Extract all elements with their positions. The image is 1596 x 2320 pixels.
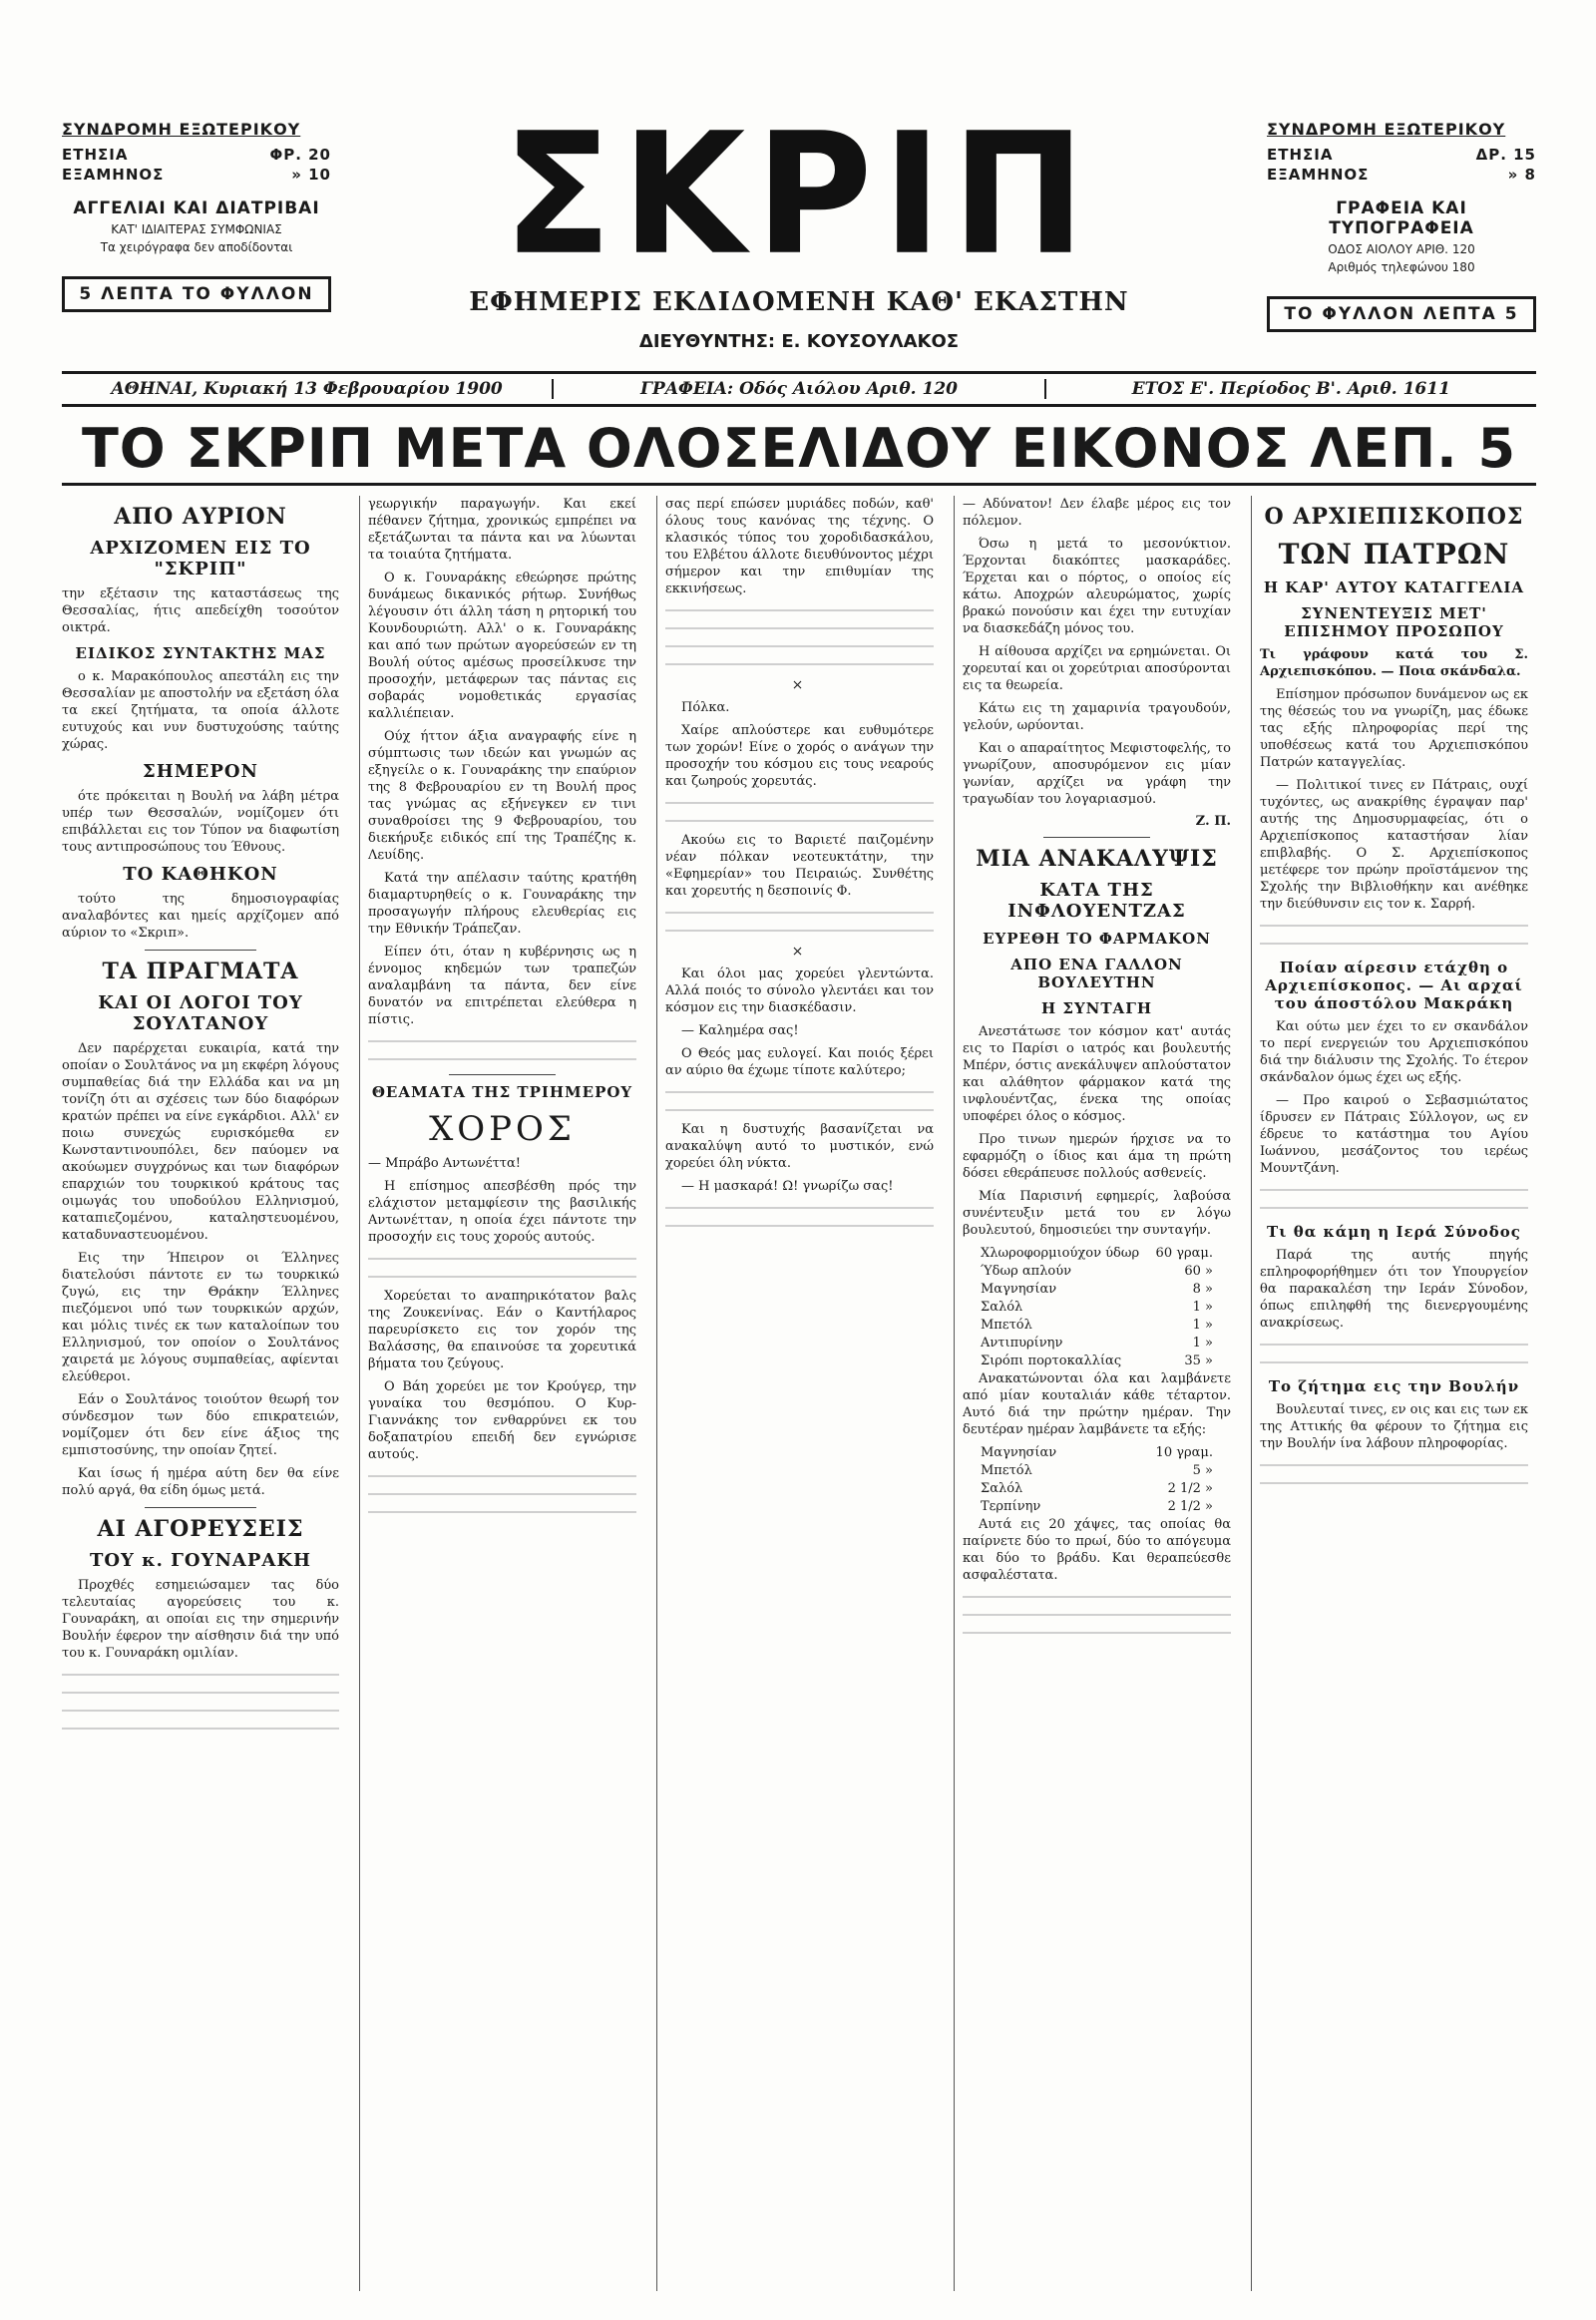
text-lines (665, 906, 934, 920)
text-lines (62, 1668, 339, 1682)
headline: ΑΙ ΑΓΟΡΕΥΣΕΙΣ (97, 1516, 304, 1542)
text-lines (368, 1052, 636, 1066)
text-lines (665, 621, 934, 635)
subheading: Το ζήτημα εις την Βουλήν (1268, 1377, 1520, 1395)
recipe-item: Αντιπυρίνην 1 » (981, 1336, 1213, 1351)
recipe-list-day2 (963, 1444, 1231, 1516)
text-lines (665, 1219, 934, 1233)
text-lines (1260, 1458, 1528, 1472)
office-address: ΓΡΑΦΕΙΑ: Οδός Αιόλου Αριθ. 120 (552, 379, 1043, 399)
paragraph: — Προ καιρού ο Σεβασμιώτατος ίδρυσεν εν Πάτραις Σύλλογον, ως εν έδρευε το κατάστημα του Αγίου Ιωάννου, μεσάζοντος του ιερέως Μουντζάνη. (1260, 1093, 1528, 1176)
offices-address: ΟΔΟΣ ΑΙΟΛΟΥ ΑΡΙΘ. 120 (1328, 242, 1475, 256)
paragraph: Μία Παρισινή εφημερίς, λαβούσα συνέντευξιν μετά του εν λόγω βουλευτού, δημοσιεύει την συνταγήν. (963, 1189, 1231, 1238)
headline: ΚΑΤΑ ΤΗΣ ΙΝΦΛΟΥΕΝΤΖΑΣ (1007, 880, 1186, 922)
subheading: ΤΟ ΚΑΘΗΚΟΝ (123, 864, 278, 885)
column-5 (1251, 496, 1536, 2291)
recipe-item: Μπετόλ 5 » (981, 1463, 1213, 1478)
text-lines (665, 603, 934, 617)
subscription-heading: ΣΥΝΔΡΟΜΗ ΕΞΩΤΕΡΙΚΟΥ (62, 120, 301, 139)
text-lines (1260, 919, 1528, 933)
paragraph: Προ τινων ημερών ήρχισε να το εφαρμόζη ο ίδιος και άμα τη πρώτη δόσει εθεράπευσε πολλούς ασθενείς. (963, 1132, 1231, 1181)
headline: ΑΠΟ ΑΥΡΙΟΝ (114, 504, 287, 530)
paragraph: Ο κ. Γουναράκης εθεώρησε πρώτης δυνάμεως δικανικός ρήτωρ. Συνήθως λέγουσιν ότι άλλη τάση η ρητορική του Κουνδουριώτη. Αλλ' ο κ. Γουναράκης και από των πρώτων αγορεύσεών εν τη Βουλή ούτος αμέσως προσείλκυσε την προσοχήν, μετάφερων τας πάντας εις σοβαράς νομοθετικάς εργασίας καλλιέπειαν. (368, 571, 636, 721)
subheading: Ποίαν αίρεσιν ετάχθη ο Αρχιεπίσκοπος. — Αι αρχαί του άποστόλου Μακράκη (1265, 959, 1523, 1012)
paragraph: Δεν παρέρχεται ευκαιρία, κατά την οποίαν ο Σουλτάνος να μη εκφέρη λόγους συμπαθείας διά την Ελλάδα και να μη τονίζη ότι αι σχέσεις των δύο διαφόρων κρατών πρέπει να είνε εγκάρδιοι. Αλλ' εν ποιω συνεχώς ευρισκόμεθα εν Κωνσταντινουπόλει, δεν παύομεν να ακούωμεν συγχρόνως και των διαφόρων επαρχιών του τουρκικού κράτους τας οιμωγάς του υποδούλου Ελληνισμού, καταπιεζομένου, καταληστευομένου, καταδυναστευομένου. (62, 1041, 339, 1243)
text-lines (62, 1704, 339, 1718)
subheading: ΕΙΔΙΚΟΣ ΣΥΝΤΑΚΤΗΣ ΜΑΣ (75, 644, 326, 662)
separator-ornament: × (791, 677, 808, 693)
paragraph: Χαίρε απλούστερε και ευθυμότερε των χορών! Είνε ο χορός ο ανάγων την προσοχήν του κόσμου εις τους νεαρούς και ζωηρούς χορευτάς. (665, 723, 934, 789)
text-lines (665, 657, 934, 671)
paragraph: Ακούω εις το Βαριετέ παιζομένην νέαν πόλκαν νεοτευκτάτην, την «Εφημερίαν» του Πειραιώς. Συνθέτης και χορευτής η δεσποινίς Φ. (665, 833, 934, 899)
offices-notice: ΓΡΑΦΕΙΑ ΚΑΙ ΤΥΠΟΓΡΑΦΕΙΑ (1329, 198, 1474, 238)
paragraph: γεωργικήν παραγωγήν. Και εκεί πέθανεν ζήτημα, χρονικώς εμπρέπει να εξετάζωνται τα πάντα και να λύωνται τα τοιαύτα ζητήματα. (368, 497, 636, 563)
headline: ΤΟΥ κ. ΓΟΥΝΑΡΑΚΗ (89, 1550, 312, 1571)
text-lines (665, 639, 934, 653)
paragraph: Και η δυστυχής βασανίζεται να ανακαλύψη αυτό το μυστικόν, ενώ χορεύει όλη νύκτα. (665, 1122, 934, 1171)
text-lines (368, 1034, 636, 1048)
newspaper-subtitle: ΕΦΗΜΕΡΙΣ ΕΚΔΙΔΟΜΕΝΗ ΚΑΘ' ΕΚΑΣΤΗΝ (469, 287, 1129, 317)
text-lines (665, 796, 934, 810)
paragraph: Εις την Ήπειρον οι Έλληνες διατελούσι πάντοτε εν τω τουρκικώ ζυγώ, εις την Θράκην Έλληνες πιεζόμενοι υπό των τουρκικών αρχών, και μόλις τινές εκ των καταλοίπων του Ελληνισμού, τον οποίον ο Σουλτάνος χαιρετά με λόγους συμπαθείας, αφίενται ελεύθεροι. (62, 1251, 339, 1384)
paragraph: ότε πρόκειται η Βουλή να λάβη μέτρα υπέρ των Θεσσαλών, νομίζομεν ότι επιβάλλεται εις τον Τύπον να διαφωτίση τους αντιπροσώπους του Έθνους. (62, 789, 339, 855)
subheading: ΣΥΝΕΝΤΕΥΞΙΣ ΜΕΤ' ΕΠΙΣΗΜΟΥ ΠΡΟΣΩΠΟΥ (1284, 604, 1504, 640)
divider (449, 1074, 557, 1075)
separator-ornament: × (791, 944, 808, 960)
paragraph: Επίσημον πρόσωπον δυνάμενον ως εκ της θέσεώς του να γνωρίζη, μας έδωκε τας εξής πληροφορίας περί της υποθέσεως κατά του Αρχιεπισκόπου Πατρών καταγγελίας. (1260, 687, 1528, 770)
price-box: ΤΟ ΦΥΛΛΟΝ ΛΕΠΤΑ 5 (1267, 296, 1536, 332)
paragraph: Η επίσημος απεσβέσθη πρός την ελάχιστον μεταμφίεσιν της βασιλικής Αντωνέτταν, η οποία έχει πάντοτε την προσοχήν εις τους χορούς αυτούς. (368, 1179, 636, 1245)
section-heading: ΘΕΑΜΑΤΑ ΤΗΣ ΤΡΙΗΜΕΡΟΥ (371, 1083, 633, 1101)
paragraph: Όσω η μετά το μεσονύκτιον. Έρχονται διακόπτες μασκαράδες. Έρχεται και ο πόρτος, ο οποίος είς κάτω. Αποχρών αλευρώματος, χωρίς βρακώ πονούσιν και έχει την ευτυχίαν να διασκεδάζη μόνος του. (963, 537, 1231, 636)
recipe-item: Ύδωρ απλούν 60 » (981, 1264, 1213, 1279)
text-lines (665, 924, 934, 938)
text-lines (368, 1270, 636, 1284)
paragraph: Παρά της αυτής πηγής επληροφορήθημεν ότι τον Υπουργείον θα παρακαλέση την Ιεράν Σύνοδον, όπως επιληφθή της διενεργουμένης ανακρίσεως. (1260, 1248, 1528, 1331)
recipe-item: Χλωροφορμιούχον ύδωρ 60 γραμ. (981, 1246, 1213, 1261)
column-4 (954, 496, 1239, 2291)
ads-notice: ΑΓΓΕΛΙΑΙ ΚΑΙ ΔΙΑΤΡΙΒΑΙ (73, 198, 320, 218)
text-lines (665, 1085, 934, 1099)
masthead (62, 96, 1536, 409)
text-lines (1260, 937, 1528, 951)
paragraph: Και όλοι μας χορεύει γλεντώντα. Αλλά ποιός το σύνολο γλεντάει και τον κόσμον εις την διασκέδασιν. (665, 967, 934, 1015)
headline: ΜΙΑ ΑΝΑΚΑΛΥΨΙΣ (976, 846, 1218, 872)
subheading: ΕΥΡΕΘΗ ΤΟ ΦΑΡΜΑΚΟΝ (983, 930, 1211, 948)
author-signature: Ζ. Π. (1195, 814, 1231, 829)
left-subscription-box (62, 120, 331, 312)
text-lines (665, 1103, 934, 1117)
text-lines (665, 1201, 934, 1215)
subheading: Τι θα κάμη η Ιερά Σύνοδος (1267, 1223, 1521, 1241)
paragraph: την εξέτασιν της καταστάσεως της Θεσσαλίας, ήτις απεδείχθη τοσούτον οικτρά. (62, 586, 339, 635)
text-lines (1260, 1338, 1528, 1352)
paragraph: Προχθές εσημειώσαμεν τας δύο τελευταίας αγορεύσεις του κ. Γουναράκη, αι οποίαι εις την σημερινήν Βουλήν έφερον την αίσθησιν διά την υπό του κ. Γουναράκη ομιλίαν. (62, 1578, 339, 1661)
paragraph: τούτο της δημοσιογραφίας αναλαβόντες και ημείς αρχίζομεν από αύριον το «Σκριπ». (62, 892, 339, 941)
text-lines (368, 1487, 636, 1501)
dateline-bar (62, 371, 1536, 407)
text-lines (1260, 1201, 1528, 1215)
text-lines (62, 1722, 339, 1736)
article-columns (62, 496, 1536, 2291)
column-3 (656, 496, 942, 2291)
recipe-item: Σιρόπι πορτοκαλλίας 35 » (981, 1353, 1213, 1368)
paragraph: Εάν ο Σουλτάνος τοιούτον θεωρή τον σύνδεσμον των δύο επικρατειών, νομίζομεν ότι δεν είνε άξιος της εμπιστοσύνης, την οποίαν ζητεί. (62, 1392, 339, 1458)
paragraph: Ο Θεός μας ευλογεί. Και ποιός ξέρει αν αύριο θα έχωμε τίποτε καλύτερο; (665, 1046, 934, 1078)
subheading: Η ΚΑΡ' ΑΥΤΟΥ ΚΑΤΑΓΓΕΛΙΑ (1263, 579, 1525, 596)
recipe-item: Μπετόλ 1 » (981, 1318, 1213, 1333)
column-1 (62, 496, 347, 2291)
paragraph: — Πολιτικοί τινες εν Πάτραις, ουχί τυχόντες, ως ανακρίθης έγραψαν παρ' αυτής της Δημοσυρμαφείας, ότι ο Αρχιεπίσκοπος καταστήσαν λίαν επιβλαβής. Ο Σ. Αρχιεπίσκοπος μετέφερε τον πρώην προϊστάμενον της Σχολής την Βιβλιοθήκην και ανέθηκε την διεύθυνσιν εις τον κ. Σαρρή. (1260, 778, 1528, 912)
text-lines (368, 1252, 636, 1266)
recipe-item: Σαλόλ 2 1/2 » (981, 1481, 1213, 1496)
paragraph: Βουλευταί τινες, εν οις και εις των εκ της Αττικής θα φέρουν το ζήτημα εις την Βουλήν ίνα λάβουν πληροφορίας. (1260, 1402, 1529, 1451)
newspaper-title: ΣΚΡΙΠ (503, 96, 1095, 292)
paragraph: — Η μασκαρά! Ω! γνωρίζω σας! (681, 1179, 894, 1194)
subheading: ΑΠΟ ΕΝΑ ΓΑΛΛΟΝ ΒΟΥΛΕΥΤΗΝ (1010, 956, 1183, 991)
issue-number: ΕΤΟΣ Ε'. Περίοδος Β'. Αριθ. 1611 (1044, 379, 1536, 399)
front-banner-headline: ΤΟ ΣΚΡΙΠ ΜΕΤΑ ΟΛΟΣΕΛΙΔΟΥ ΕΙΚΟΝΟΣ ΛΕΠ. 5 (62, 415, 1536, 486)
text-lines (1260, 1183, 1528, 1197)
recipe-item: Τερπίνην 2 1/2 » (981, 1499, 1213, 1514)
paragraph: Η αίθουσα αρχίζει να ερημώνεται. Οι χορευταί και οι χορεύτριαι αποσύρονται εις τα θεωρεία. (963, 644, 1231, 693)
text-lines (368, 1469, 636, 1483)
paragraph: Χορεύεται το αναπηρικότατον βαλς της Ζουκενίνας. Εάν ο Καντήλαρος παρευρίσκετο εις τον χορόν της Βαλάσσης, θα επαινούσε τα χορευτικά βήματα του ζεύγους. (368, 1289, 636, 1371)
paragraph: Ανακατώνονται όλα και λαμβάνετε από μίαν κουταλιάν κάθε τέταρτον. Αυτό διά την πρώτην ημέραν. Την δευτέραν ημέραν λαμβάνετε τα εξής: (963, 1371, 1231, 1437)
paragraph: Και ο απαραίτητος Μεφιστοφελής, το γνωρίζουν, αποσυρόμενον εις μίαν γωνίαν, αρχίζει να γράφη την τραγωδίαν του λογαριασμού. (963, 741, 1231, 807)
paragraph: — Αδύνατον! Δεν έλαβε μέρος εις τον πόλεμον. (963, 497, 1231, 529)
paragraph: Και ούτω μεν έχει το εν σκανδάλον το περί ενεργειών του Αρχιεπισκόπου διά την διάλυσιν της Σχολής. Το έτερον σκάνδαλον όμως έχει ως εξής. (1260, 1019, 1528, 1085)
recipe-item: Μαγνησίαν 10 γραμ. (981, 1445, 1213, 1460)
recipe-item: Μαγνησίαν 8 » (981, 1282, 1213, 1297)
divider (145, 1507, 255, 1508)
paragraph: Αυτά εις 20 χάψες, τας οποίας θα παίρνετε δύο το πρωί, δύο το απόγευμα και δύο το βράδυ. Και θεραπεύεσθε ασφαλέστατα. (963, 1517, 1231, 1583)
paragraph: ο κ. Μαρακόπουλος απεστάλη εις την Θεσσαλίαν με αποστολήν να εξετάση όλα τα εκεί ζητήματα, τα οποία άλλοτε ευτυχούς και νυν δυστυχούσης ταύτης χώρας. (62, 669, 339, 752)
paragraph: — Καλημέρα σας! (681, 1023, 799, 1038)
right-subscription-box (1267, 120, 1536, 332)
subscription-row-yearly: ΕΤΗΣΙΑ ΦΡ. 20 (62, 146, 331, 164)
text-lines (963, 1590, 1231, 1604)
subheading: Η ΣΥΝΤΑΓΗ (1040, 999, 1153, 1017)
manuscripts-note: Τα χειρόγραφα δεν αποδίδονται (100, 240, 293, 254)
headline: ΚΑΙ ΟΙ ΛΟΓΟΙ ΤΟΥ ΣΟΥΛΤΑΝΟΥ (98, 992, 303, 1034)
headline: Ο ΑΡΧΙΕΠΙΣΚΟΠΟΣ (1264, 504, 1524, 530)
paragraph: Ο Βάη χορεύει με τον Κρούγερ, την γυναίκα του θεσμόπου. Ο Κυρ-Γιαννάκης τον ενθαρρύνει εκ του δοξαπατρίου επειδή δεν εγνώρισε αυτούς. (368, 1379, 636, 1462)
text-lines (368, 1505, 636, 1519)
text-lines (62, 1686, 339, 1700)
text-lines (1260, 1355, 1528, 1369)
subscription-row-halfyear: ΕΞΑΜΗΝΟΣ » 10 (62, 166, 331, 184)
paragraph: Πόλκα. (681, 700, 730, 715)
subscription-heading: ΣΥΝΔΡΟΜΗ ΕΞΩΤΕΡΙΚΟΥ (1267, 120, 1506, 139)
paragraph: Είπεν ότι, όταν η κυβέρνησις ως η έννομος κηδεμών των τραπεζών αναλαμβάνη τα πάντα, δεν είνε δυνατόν να επιτρέπεται ελεύθερα η πίστις. (368, 945, 636, 1027)
subscription-row-yearly: ΕΤΗΣΙΑ ΔΡ. 15 (1267, 146, 1536, 164)
recipe-item: Σαλόλ 1 » (981, 1300, 1213, 1315)
text-lines (665, 814, 934, 828)
recipe-list-day1 (963, 1245, 1231, 1370)
director-line: ΔΙΕΥΘΥΝΤΗΣ: Ε. ΚΟΥΣΟΥΛΑΚΟΣ (638, 331, 960, 352)
subscription-row-halfyear: ΕΞΑΜΗΝΟΣ » 8 (1267, 166, 1536, 184)
headline: ΤΑ ΠΡΑΓΜΑΤΑ (102, 959, 299, 984)
column-2 (359, 496, 644, 2291)
paragraph: σας περί επώσεν μυριάδες ποδών, καθ' όλους τους κανόνας της τέχνης. Ο κλασικός τύπος του χοροδιδασκάλου, του Ελβέτου άλλοτε διευθύνοντος μέχρι σήμερον και την επιθυμίαν της εκκινήσεως. (665, 497, 934, 596)
paragraph: Και ίσως ή ημέρα αύτη δεν θα είνε πολύ αργά, θα είδη όμως μετά. (62, 1466, 339, 1498)
issue-date: ΑΘΗΝΑΙ, Κυριακή 13 Φεβρουαρίου 1900 (111, 379, 503, 399)
price-box: 5 ΛΕΠΤΑ ΤΟ ΦΥΛΛΟΝ (62, 276, 331, 312)
text-lines (1260, 1476, 1528, 1490)
text-lines (963, 1608, 1231, 1622)
headline: ΑΡΧΙΖΟΜΕΝ ΕΙΣ ΤΟ "ΣΚΡΙΠ" (90, 538, 311, 580)
headline: ΧΟΡΟΣ (429, 1109, 576, 1149)
paragraph: — Μπράβο Αντωνέττα! (368, 1156, 521, 1171)
paragraph: Ούχ ήττον άξια αναγραφής είνε η σύμπτωσις των ιδεών και γνωμών ας εξηγείλε ο κ. Γουναράκης την επαύριον της 8 Φεβρουαρίου εν τη Βουλή προς τας γνώμας ας εξήνεγκεν εν τινι συναθροίσει της 9 Φεβρουαρίου, του διεκήρυξε ειδικός επί της Τραπέζης κ. Λευίδης. (368, 729, 636, 863)
headline: ΤΩΝ ΠΑΤΡΩΝ (1278, 538, 1510, 571)
divider (145, 950, 255, 951)
paragraph: Ανεστάτωσε τον κόσμον κατ' αυτάς εις το Παρίσι ο ιατρός και βουλευτής Μπέρν, όστις ανεκάλυψεν απλούστατον και αλάθητον φάρμακον κατά της ινφλουέντζας, ένεκα της οποίας υποφέρει όλος ο κόσμος. (963, 1024, 1231, 1124)
paragraph: Κάτω εις τη χαμαρινία τραγουδούν, γελούν, ωρύονται. (963, 701, 1231, 733)
lead: Τι γράφουν κατά του Σ. Αρχιεπισκόπου. — Ποια σκάνδαλα. (1260, 647, 1528, 679)
divider (1043, 837, 1151, 838)
paragraph: Κατά την απέλασιν ταύτης κρατήθη διαμαρτυρηθείς ο κ. Γουναράκης την προσαγωγήν πλήρους ελευθερίας εις την Εθνικήν Τράπεζαν. (368, 871, 636, 937)
telephone-note: Αριθμός τηλεφώνου 180 (1328, 260, 1475, 274)
subheading: ΣΗΜΕΡΟΝ (142, 761, 259, 782)
ads-notice-sub: ΚΑΤ' ΙΔΙΑΙΤΕΡΑΣ ΣΥΜΦΩΝΙΑΣ (111, 222, 282, 236)
text-lines (963, 1626, 1231, 1640)
